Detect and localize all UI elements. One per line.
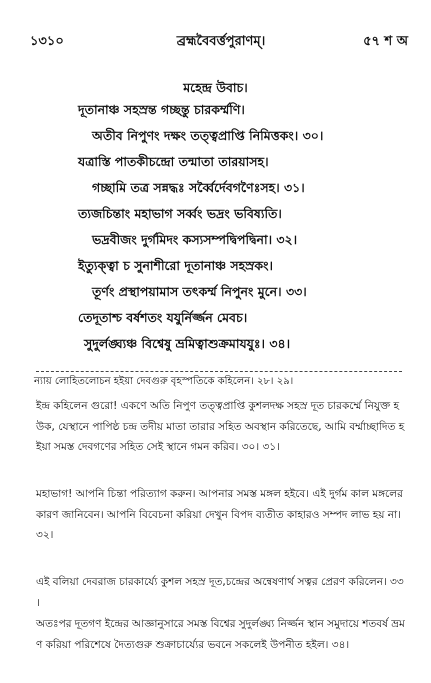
verse-line: সুদুর্লঙ্ঘ্যঞ্চ বিশ্বেষু ভ্রমিত্বাশুক্রমাযযুঃ। ৩৪। — [84, 336, 291, 351]
verse-line: দূতানাঞ্চ সহস্রন্ত গচ্ছন্তু চারকর্ম্মণি। — [78, 102, 245, 117]
verse-line: তূর্ণং প্রস্থাপয়ামাস তৎকর্ম্ম নিপুনং মুনে। ৩৩। — [92, 284, 307, 299]
speaker-heading: মহেন্দ্র উবাচ। — [183, 80, 248, 95]
verse-line: ইত্যুক্ত্বা চ সুনাশীরো দূতানাঞ্চ সহস্রকং। — [78, 258, 274, 273]
translation-paragraph: মহাভাগ! আপনি চিন্তা পরিত্যাগ করুন। আপনার সমস্ত মঙ্গল হইবে। এই দুর্গম কাল মঙ্গলের কারণ জানিবেন। আপনি বিবেচনা করিয়া দেখুন বিপদ ব্যতীত কাহারও সম্পদ লাভ হয় না। ৩২। — [36, 488, 403, 541]
translation-paragraph: ইন্দ্র কহিলেন গুরো! একণে অতি নিপুণ তত্ত্বপ্রাপ্তি কুশলদক্ষ সহস্র দূত চারকর্ম্মে নিযুক্ত হউক, যেস্থানে পাপিষ্ঠ চন্দ্র তদীয় মাতা তারার সহিত অবস্থান করিতেছে, আমি বর্ম্মাচ্ছাদিত হইয়া সমস্ত দেবগণের সহিত সেই স্থানে গমন করিব। ৩০। ৩১। — [36, 400, 405, 453]
running-title: ব্রহ্মবৈবর্ত্তপুরাণম্। — [176, 34, 266, 49]
verse-line: ভদ্রবীজং দুর্গমিদং কস্যসম্পদ্বিপদ্বিনা। ৩২। — [92, 232, 298, 247]
verse-line: ত্যজচিন্তাং মহাভাগ সর্ব্বং ভদ্রং ভবিষ্যতি। — [78, 206, 282, 221]
verse-line: তেদূতাশ্চ বর্ষশতং যযুর্নির্জ্জন মেবচ। — [78, 310, 248, 325]
verse-line: গচ্ছামি তত্র সন্নদ্ধঃ সর্ব্বৈর্দেবগণৈঃসহ। ৩১। — [92, 180, 305, 195]
separator-rule — [36, 371, 402, 372]
page-header — [30, 30, 412, 52]
verse-line: অতীব নিপুণং দক্ষং তত্ত্বপ্রাপ্তি নিমিত্তকং। ৩০। — [92, 128, 324, 143]
translation-paragraph: এই বলিয়া দেবরাজ চারকার্য্যে কুশল সহস্র দূত,চন্দ্রের অন্বেষণার্থ সত্বর প্রেরণ করিলেন। ৩৩। — [36, 576, 404, 609]
continued-footnote: ন্যায় লোহিতলোচন হইয়া দেবগুরু বৃহস্পতিকে কহিলেন। ২৮। ২৯। — [34, 376, 294, 387]
translation-paragraph: অতঃপর দূতগণ ইন্দ্রের আজ্ঞানুসারে সমস্ত বিশ্বের সুদুর্লঙ্ঘ্য নির্জ্জন স্থান সমুদায়ে শতবর্ষ ভ্রমণ করিয়া পরিশেষে দৈত্যগুরু শুক্রাচার্য্যের ভবনে সকলেই উপনীত হইল। ৩৪। — [36, 618, 405, 651]
page-number: ১৩১০ — [30, 34, 64, 49]
section-number: ৫৭ শ অ — [363, 34, 408, 49]
verse-line: যত্রাস্তি পাতকীচন্দ্রো তন্মাতা তারয়াসহ। — [78, 154, 269, 169]
